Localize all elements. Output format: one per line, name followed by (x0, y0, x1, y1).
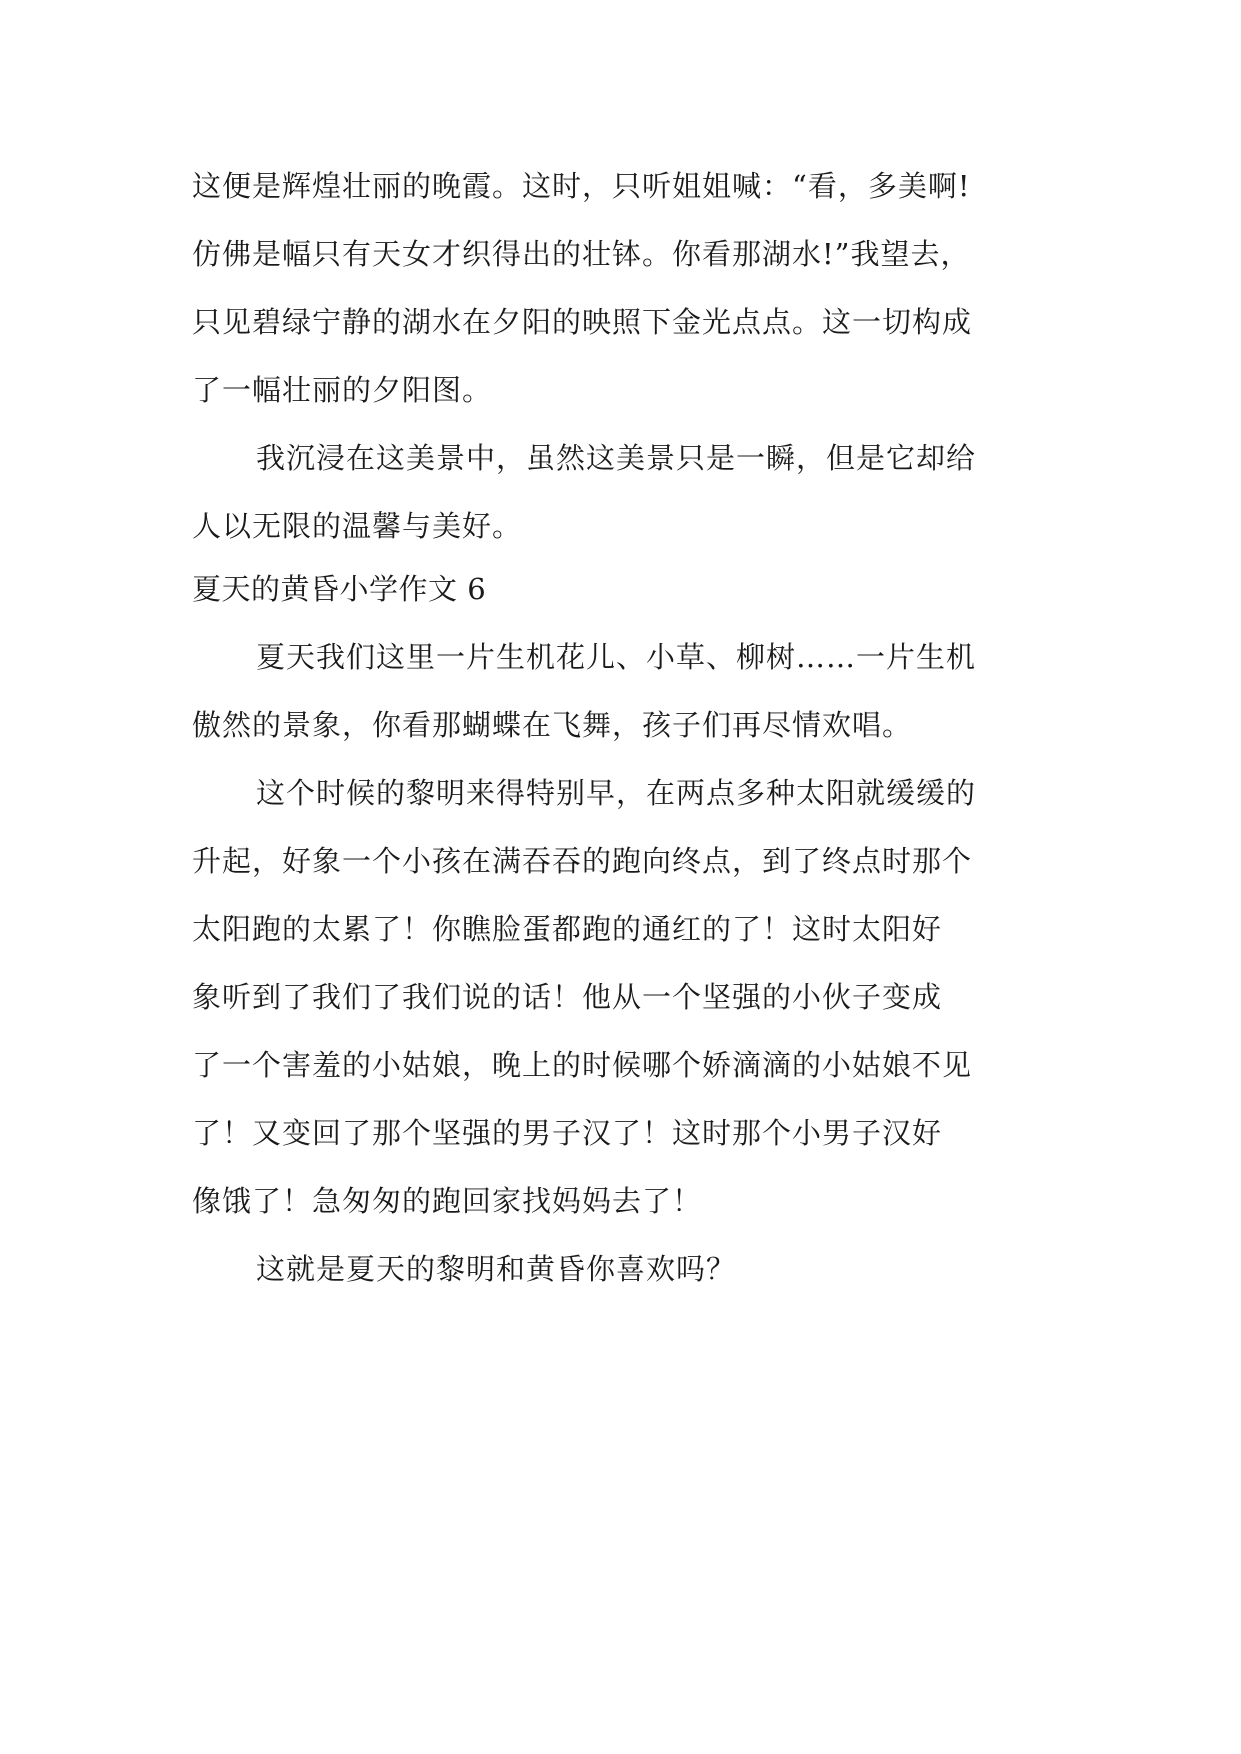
text-line: 这就是夏天的黎明和黄昏你喜欢吗？ (256, 1252, 737, 1286)
text-line: 我沉浸在这美景中，虽然这美景只是一瞬，但是它却给 (256, 441, 977, 475)
text-line: 仿佛是幅只有天女才织得出的壮钵。你看那湖水!”我望去， (192, 237, 971, 271)
text-line: 像饿了！急匆匆的跑回家找妈妈去了！ (192, 1184, 703, 1218)
text-line: 这个时候的黎明来得特别早，在两点多种太阳就缓缓的 (256, 776, 977, 810)
text-line: 夏天我们这里一片生机花儿、小草、柳树……一片生机 (256, 640, 977, 674)
text-line: 只见碧绿宁静的湖水在夕阳的映照下金光点点。这一切构成 (192, 305, 973, 339)
text-line: 了一个害羞的小姑娘，晚上的时候哪个娇滴滴的小姑娘不见 (192, 1048, 973, 1082)
text-line: 太阳跑的太累了！你瞧脸蛋都跑的通红的了！这时太阳好 (192, 912, 943, 946)
section-2 (192, 555, 1052, 1303)
text-line: 了一幅壮丽的夕阳图。 (192, 373, 493, 407)
section-heading: 夏天的黄昏小学作文 6 (192, 572, 487, 606)
paragraph (192, 1235, 1052, 1303)
text-line: 升起，好象一个小孩在满吞吞的跑向终点，到了终点时那个 (192, 844, 973, 878)
text-line: 人以无限的温馨与美好。 (192, 509, 523, 543)
section-1 (192, 152, 1052, 560)
paragraph (192, 424, 1052, 560)
text-line: 傲然的景象，你看那蝴蝶在飞舞，孩子们再尽情欢唱。 (192, 708, 913, 742)
paragraph (192, 759, 1052, 1235)
paragraph (192, 623, 1052, 759)
text-line: 这便是辉煌壮丽的晚霞。这时，只听姐姐喊：“看，多美啊! (192, 169, 971, 203)
text-line: 象听到了我们了我们说的话！他从一个坚强的小伙子变成 (192, 980, 943, 1014)
text-line: 了！又变回了那个坚强的男子汉了！这时那个小男子汉好 (192, 1116, 943, 1150)
paragraph (192, 152, 1052, 424)
